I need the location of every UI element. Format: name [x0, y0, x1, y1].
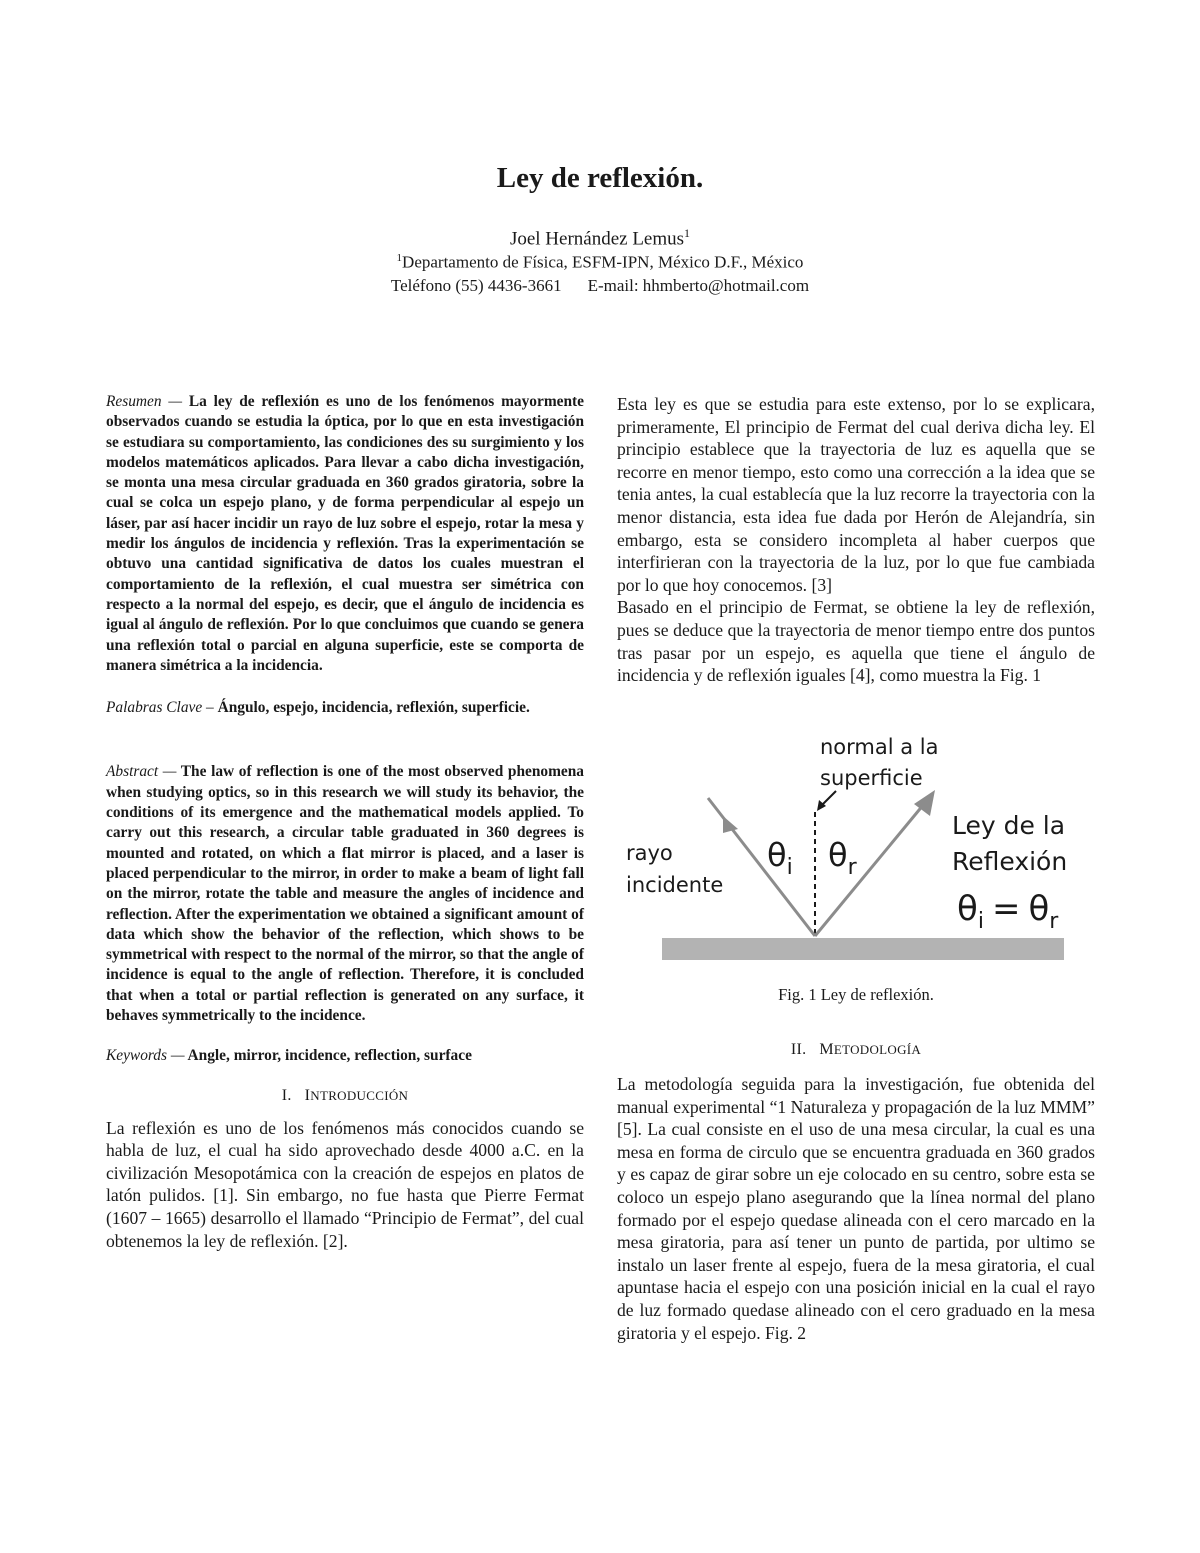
section-title-cap: I [304, 1086, 311, 1104]
fermat-paragraph: Esta ley es que se estudia para este extenso, por lo se explicara, primeramente, El principio de Fermat del cual deriva dicha ley. El principio establece que la trayectoria de luz es aquella que se recorre en menor tiempo, esto como una corrección a la idea que se tenia antes, la cual establecía que la luz recorre la trayectoria con la menor distancia, esta idea fue dada por Herón de Alejandría, sin embargo, esta se considero incompleta al haber cuerpos que interfirieran con la trayectoria de la luz, por lo que fue cambiada por lo que hoy conocemos. [3] [617, 394, 1095, 595]
section-number: I. [281, 1086, 292, 1104]
affiliation-superscript: 1 [396, 252, 403, 264]
section-title-cap: M [819, 1041, 834, 1058]
keywords-text: Angle, mirror, incidence, reflection, surface [187, 1047, 472, 1065]
ray-label-line1: rayo [626, 841, 673, 865]
abstract-text: The law of reflection is one of the most observed phenomena when studying optics, so in this research we will study its behavior, the conditions of its emergence and the mathematical models applied. To carry out this research, a circular table graduated in 360 degrees is mounted and rotated, on which a flat mirror is placed, and a laser is placed perpendicular to the mirror, in order to make a beam of light fall on the mirror, rotate the table and measure the angles of incidence and reflection. After the experimentation we obtained a significant amount of data which show the behavior of the reflection, which shows to be symmetrical with respect to the normal of the mirror, so that the angle of incidence is equal to the angle of reflection. Therefore, it is concluded that when a total or partial reflection is generated on any surface, it behaves symmetrically to the incidence. [106, 763, 584, 1025]
resumen-label: Resumen — [106, 393, 183, 410]
section-heading-introduccion [106, 1087, 584, 1105]
ray-label-line2: incidente [626, 873, 724, 897]
keywords-paragraph [106, 1046, 584, 1066]
law-label-line1: Ley de la [952, 811, 1066, 840]
reflection-diagram [612, 730, 1092, 970]
reflexion-paragraph: Basado en el principio de Fermat, se obtiene la ley de reflexión, pues se deduce que la trayectoria de menor tiempo entre dos puntos tras pasar por un espejo, es aquella que tiene el ángulo de incidencia y de reflexión iguales [4], como muestra la Fig. 1 [617, 597, 1095, 686]
palabras-clave-text: Ángulo, espejo, incidencia, reflexión, superficie. [217, 699, 530, 717]
abstract-paragraph [106, 762, 584, 1026]
left-column [106, 392, 584, 1252]
abstract-label: Abstract — [106, 763, 177, 781]
contact-line [0, 276, 1200, 296]
palabras-clave-paragraph [106, 698, 584, 718]
mirror-surface [662, 938, 1064, 960]
normal-label-line1: normal a la [820, 735, 939, 759]
theta-r-symbol: $\theta_r$ [828, 836, 857, 880]
figure-caption: Fig. 1 Ley de reflexión. [778, 985, 934, 1004]
section-title-rest: NTRODUCCIÓN [310, 1087, 409, 1103]
affiliation-line [0, 252, 1200, 273]
section-heading-metodologia [617, 1041, 1095, 1059]
email-text: E-mail: hhmberto@hotmail.com [587, 276, 810, 295]
metodologia-section [617, 1041, 1095, 1344]
palabras-clave-label: Palabras Clave – [106, 699, 214, 717]
normal-label-line2: superficie [820, 766, 923, 790]
introduccion-paragraph: La reflexión es uno de los fenómenos más conocidos cuando se habla de luz, el cual ha sido aprovechado desde 4000 a.C. en la civilización Mesopotámica con la creación de espejos en platos de latón pulidos. [1]. Sin embargo, no fue hasta que Pierre Fermat (1607 – 1665) desarrollo el llamado “Principio de Fermat”, del cual obtenemos la ley de reflexión. [2]. [106, 1117, 584, 1251]
author-line [0, 226, 1200, 250]
paper-title: Ley de reflexión. [496, 162, 704, 194]
section-number: II. [790, 1041, 807, 1058]
resumen-paragraph [106, 392, 584, 676]
resumen-text: La ley de reflexión es uno de los fenómenos mayormente observados cuando se estudia la óptica, por lo que en esta investigación se estudiara su comportamiento, las condiciones des su surgimiento y los modelos matemáticos aplicados. Para llevar a cabo dicha investigación, se monta una mesa circular graduada en 360 grados giratoria, sobre la cual se colca un espejo plano, y de forma perpendicular al espejo un láser, par así hacer incidir un rayo de luz sobre el espejo, rotar la mesa y medir los ángulos de incidencia y reflexión. Tras la experimentación se obtuvo una cantidad significativa de datos los cuales muestran el comportamiento de la reflexión, el cual muestra ser simétrica con respecto a la normal del espejo, es decir, que el ángulo de incidencia es igual al ángulo de reflexión. Por lo que concluimos que cuando se genera una reflexión total o parcial en alguna superficie, este se comporta de manera simétrica a la incidencia. [106, 393, 584, 674]
right-column [617, 393, 1095, 687]
author-name: Joel Hernández Lemus [509, 228, 685, 250]
law-equation: $\theta_i = \theta_r$ [957, 889, 1059, 934]
author-superscript: 1 [684, 226, 691, 240]
theta-i-symbol: $\theta_i$ [767, 836, 793, 880]
metodologia-paragraph: La metodología seguida para la investigación, fue obtenida del manual experimental “1 Naturaleza y propagación de la luz MMM” [5]. La cual consiste en el uso de una mesa circular, la cual es una mesa en forma de circulo que se encuentra graduada en 360 grados y es capaz de girar sobre un eje colocado en su centro, sobre esta se coloco un espejo plano asegurando que la línea normal del plano formado por el espejo quedase alineada con el cero marcado en la mesa giratoria, para así tener un punto de partida, por ultimo se instalo un laser frente al espejo, fuera de la mesa giratoria, el cual apuntase hacia el espejo con una posición inicial en la cual el rayo de luz formado quedase alineado con el cero graduado en la mesa giratoria y el espejo. Fig. 2 [617, 1074, 1095, 1343]
incident-ray-arrowhead [723, 816, 738, 833]
affiliation-text: Departamento de Física, ESFM-IPN, México D.F., México [402, 252, 804, 272]
phone-text: Teléfono (55) 4436-3661 [390, 276, 562, 295]
keywords-label: Keywords — [106, 1047, 185, 1065]
section-title-rest: ETODOLOGÍA [833, 1042, 922, 1057]
law-label-line2: Reflexión [952, 847, 1068, 876]
